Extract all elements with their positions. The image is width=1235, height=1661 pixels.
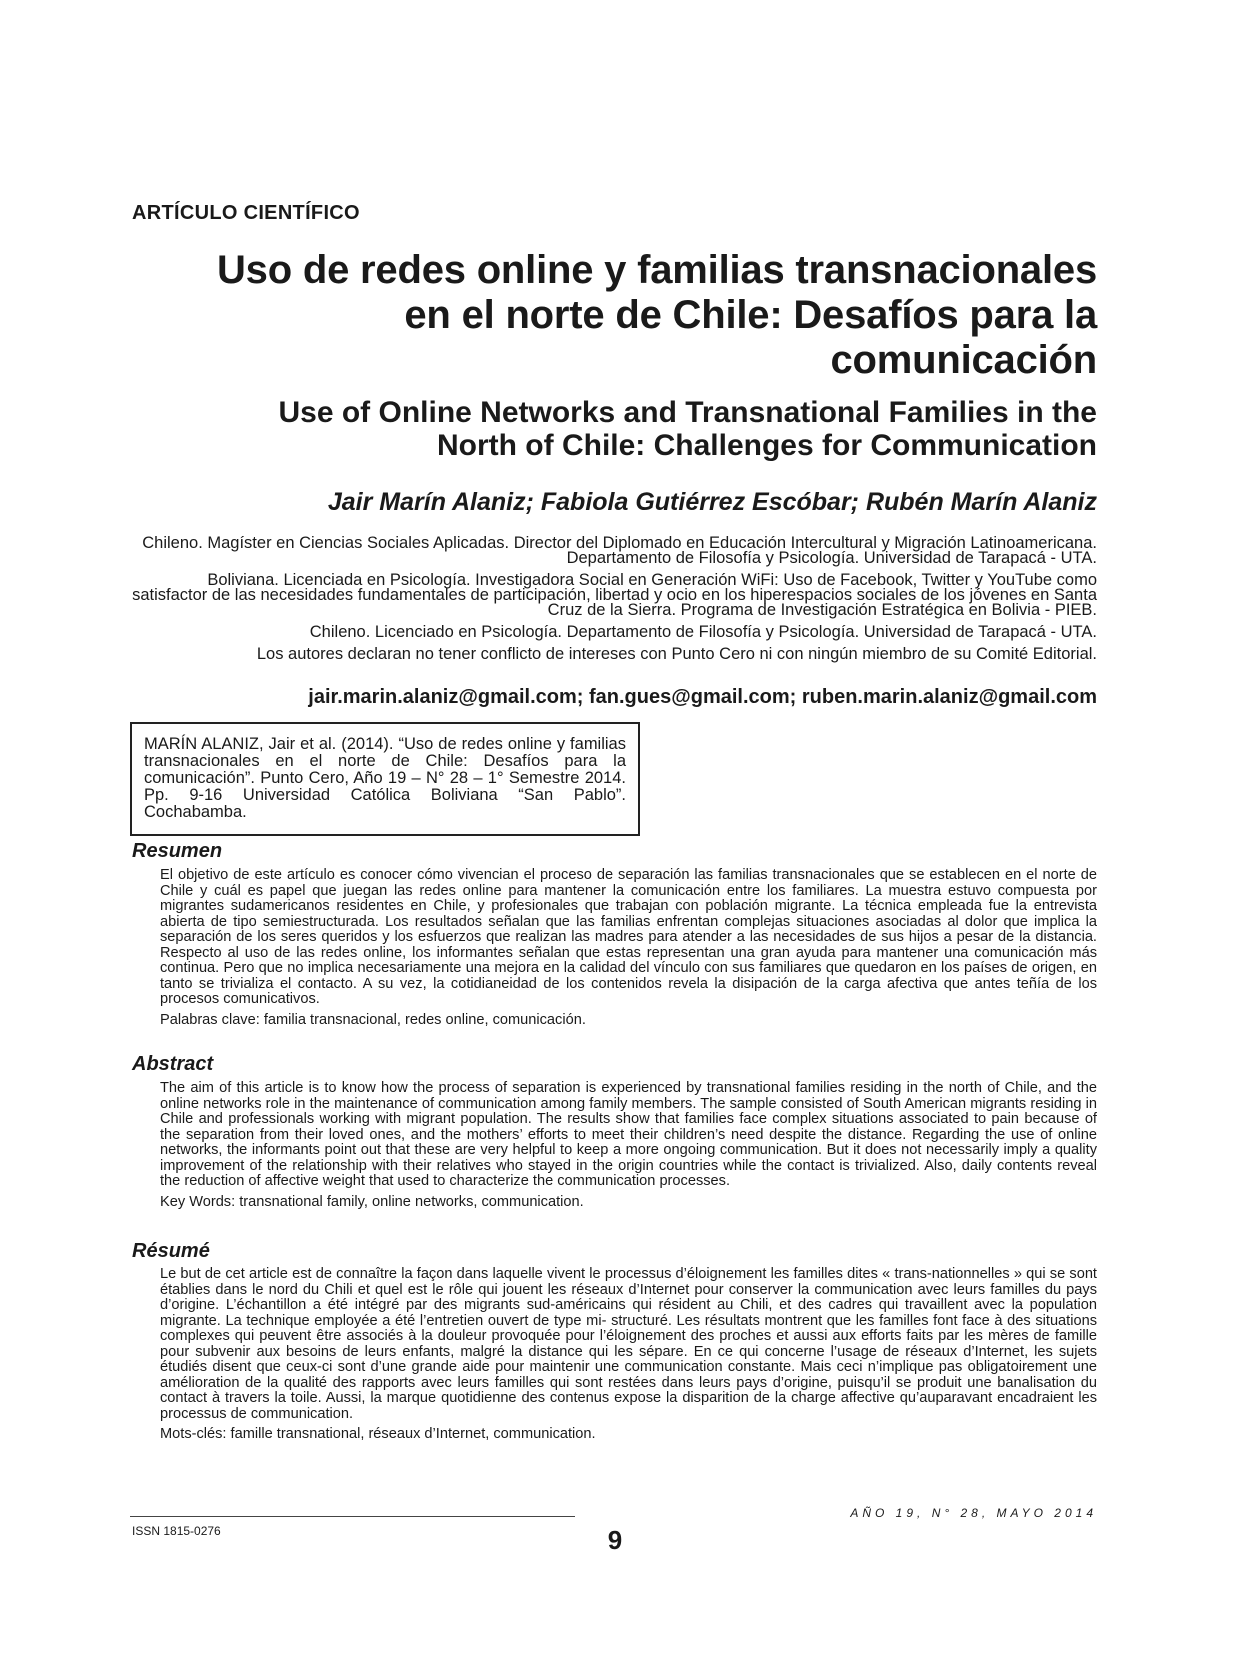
issn: ISSN 1815-0276 <box>132 1524 221 1538</box>
title-english-line: Use of Online Networks and Transnational Families in the <box>278 396 1097 429</box>
resume-heading: Résumé <box>132 1240 210 1262</box>
affiliation: Chileno. Magíster en Ciencias Sociales Aplicadas. Director del Diplomado en Educación Intercultural y Migración Latinoamericana. Departamento de Filosofía y Psicología. Universidad de Tarapacá - UTA. <box>142 534 1097 567</box>
title-english <box>130 396 1097 462</box>
resumen-section <box>160 868 1097 1028</box>
citation-box <box>130 722 640 836</box>
title-english-line: North of Chile: Challenges for Communication <box>436 429 1097 462</box>
resume-body: Le but de cet article est de connaître la façon dans laquelle vivent le processus d’éloignement les familles dites « trans-nationnelles » qui se sont établies dans le nord du Chili et quel est le rôle qui jouent les réseaux d’Internet pour conserver la communication avec leurs familles du pays d’origine. L’échantillon a été intégré par des migrants sud-américains qui résident au Chili, et des cadres qui travaillent avec la population migrante. La technique employée a été l’entretien ouvert de type mi- structuré. Les résultats montrent que les familles font face à des situations complexes qui peuvent être associés à la douleur provoquée pour l’éloignement des proches et aussi aux efforts faits par les mères de famille pour subvenir aux besoins de leurs enfants, malgré la distance qui les sépare. En ce qui concerne l’usage de réseaux d’Internet, les sujets étudiés disent que ceux-ci sont d’une grande aide pour maintenir une communication constante. Mais ceci n’implique pas obligatoirement une amélioration de la qualité des rapports avec leurs familles qui sont restées dans leurs pays d’origine, puisqu’il se produit une banalisation du contact à travers la toile. Aussi, la marque quotidienne des contenus expose la disparition de la charge affective qu’auparavant encadraient les processus de communication. <box>160 1266 1097 1422</box>
title-spanish-line: en el norte de Chile: Desafíos para la <box>404 293 1097 337</box>
title-spanish-line: comunicación <box>830 338 1097 382</box>
resumen-heading: Resumen <box>132 840 223 862</box>
title-spanish <box>130 248 1097 383</box>
resumen-keywords: Palabras clave: familia transnacional, redes online, comunicación. <box>160 1011 586 1028</box>
footer-rule <box>130 1516 575 1517</box>
page-number: 9 <box>607 1525 623 1555</box>
section-label: ARTÍCULO CIENTÍFICO <box>132 202 360 224</box>
affiliations <box>130 536 1097 669</box>
title-spanish-line: Uso de redes online y familias transnacionales <box>216 248 1097 292</box>
affiliation: Boliviana. Licenciada en Psicología. Investigadora Social en Generación WiFi: Uso de Facebook, Twitter y YouTube como satisfactor de las necesidades fundamentales de participación, libertad y ocio en los hiperespacios sociales de los jóvenes en Santa Cruz de la Sierra. Programa de Investigación Estratégica en Bolivia - PIEB. <box>132 571 1097 619</box>
authors: Jair Marín Alaniz; Fabiola Gutiérrez Escóbar; Rubén Marín Alaniz <box>327 488 1097 516</box>
resumen-body: El objetivo de este artículo es conocer cómo vivencian el proceso de separación las familias transnacionales que se establecen en el norte de Chile y cuál es papel que juegan las redes online para mantener la comunicación entre los familiares. La muestra estuvo compuesta por migrantes sudamericanos residentes en Chile, y profesionales que trabajan con población migrante. La técnica empleada fue la entrevista abierta de tipo semiestructurada. Los resultados señalan que las familias enfrentan complejas situaciones asociadas al dolor que implica la separación de los seres queridos y los esfuerzos que realizan las madres para atender a las necesidades de sus hijos a pesar de la distancia. Respecto al uso de las redes online, los informantes señalan que estas representan una gran ayuda para mantener una comunicación más continua. Pero que no implica necesariamente una mejora en la calidad del vínculo con sus familiares que quedaron en los países de origen, en tanto se trivializa el contacto. A su vez, la cotidianeidad de los contenidos revela la disipación de la carga afectiva que antes teñía de los procesos comunicativos. <box>160 867 1097 1007</box>
resume-keywords: Mots-clés: famille transnational, réseaux d’Internet, communication. <box>160 1426 596 1442</box>
resume-section <box>160 1267 1097 1443</box>
citation-text: MARÍN ALANIZ, Jair et al. (2014). “Uso de redes online y familias transnacionales en el norte de Chile: Desafíos para la comunicación”. Punto Cero, Año 19 – N° 28 – 1° Semestre 2014. Pp. 9-16 Universidad Católica Boliviana “San Pablo”. Cochabamba. <box>144 735 626 821</box>
abstract-body: The aim of this article is to know how the process of separation is experienced by transnational families residing in the north of Chile, and the online networks role in the maintenance of communication among family members. The sample consisted of South American migrants residing in Chile and professionals working with migrant population. The results show that families face complex situations associated to pain because of the separation from their loved ones, and the mothers’ efforts to meet their children’s need despite the distance. Regarding the use of online networks, the informants point out that these are very helpful to keep a more ongoing communication. But it does not necessarily imply a quality improvement of the relationship with their relatives who stayed in the origin countries while the contact is trivialized. Also, daily contents reveal the reduction of affective weight that used to characterize the communication processes. <box>160 1080 1097 1189</box>
abstract-heading: Abstract <box>132 1053 214 1075</box>
affiliation: Chileno. Licenciado en Psicología. Departamento de Filosofía y Psicología. Universidad de Tarapacá - UTA. <box>309 623 1097 641</box>
conflict-statement: Los autores declaran no tener conflicto de intereses con Punto Cero ni con ningún miembro de su Comité Editorial. <box>256 645 1097 663</box>
author-emails: jair.marin.alaniz@gmail.com; fan.gues@gmail.com; ruben.marin.alaniz@gmail.com <box>308 686 1097 708</box>
abstract-keywords: Key Words: transnational family, online networks, communication. <box>160 1193 584 1210</box>
abstract-section <box>160 1081 1097 1210</box>
issue-info: AÑO 19, N° 28, MAYO 2014 <box>850 1506 1097 1520</box>
